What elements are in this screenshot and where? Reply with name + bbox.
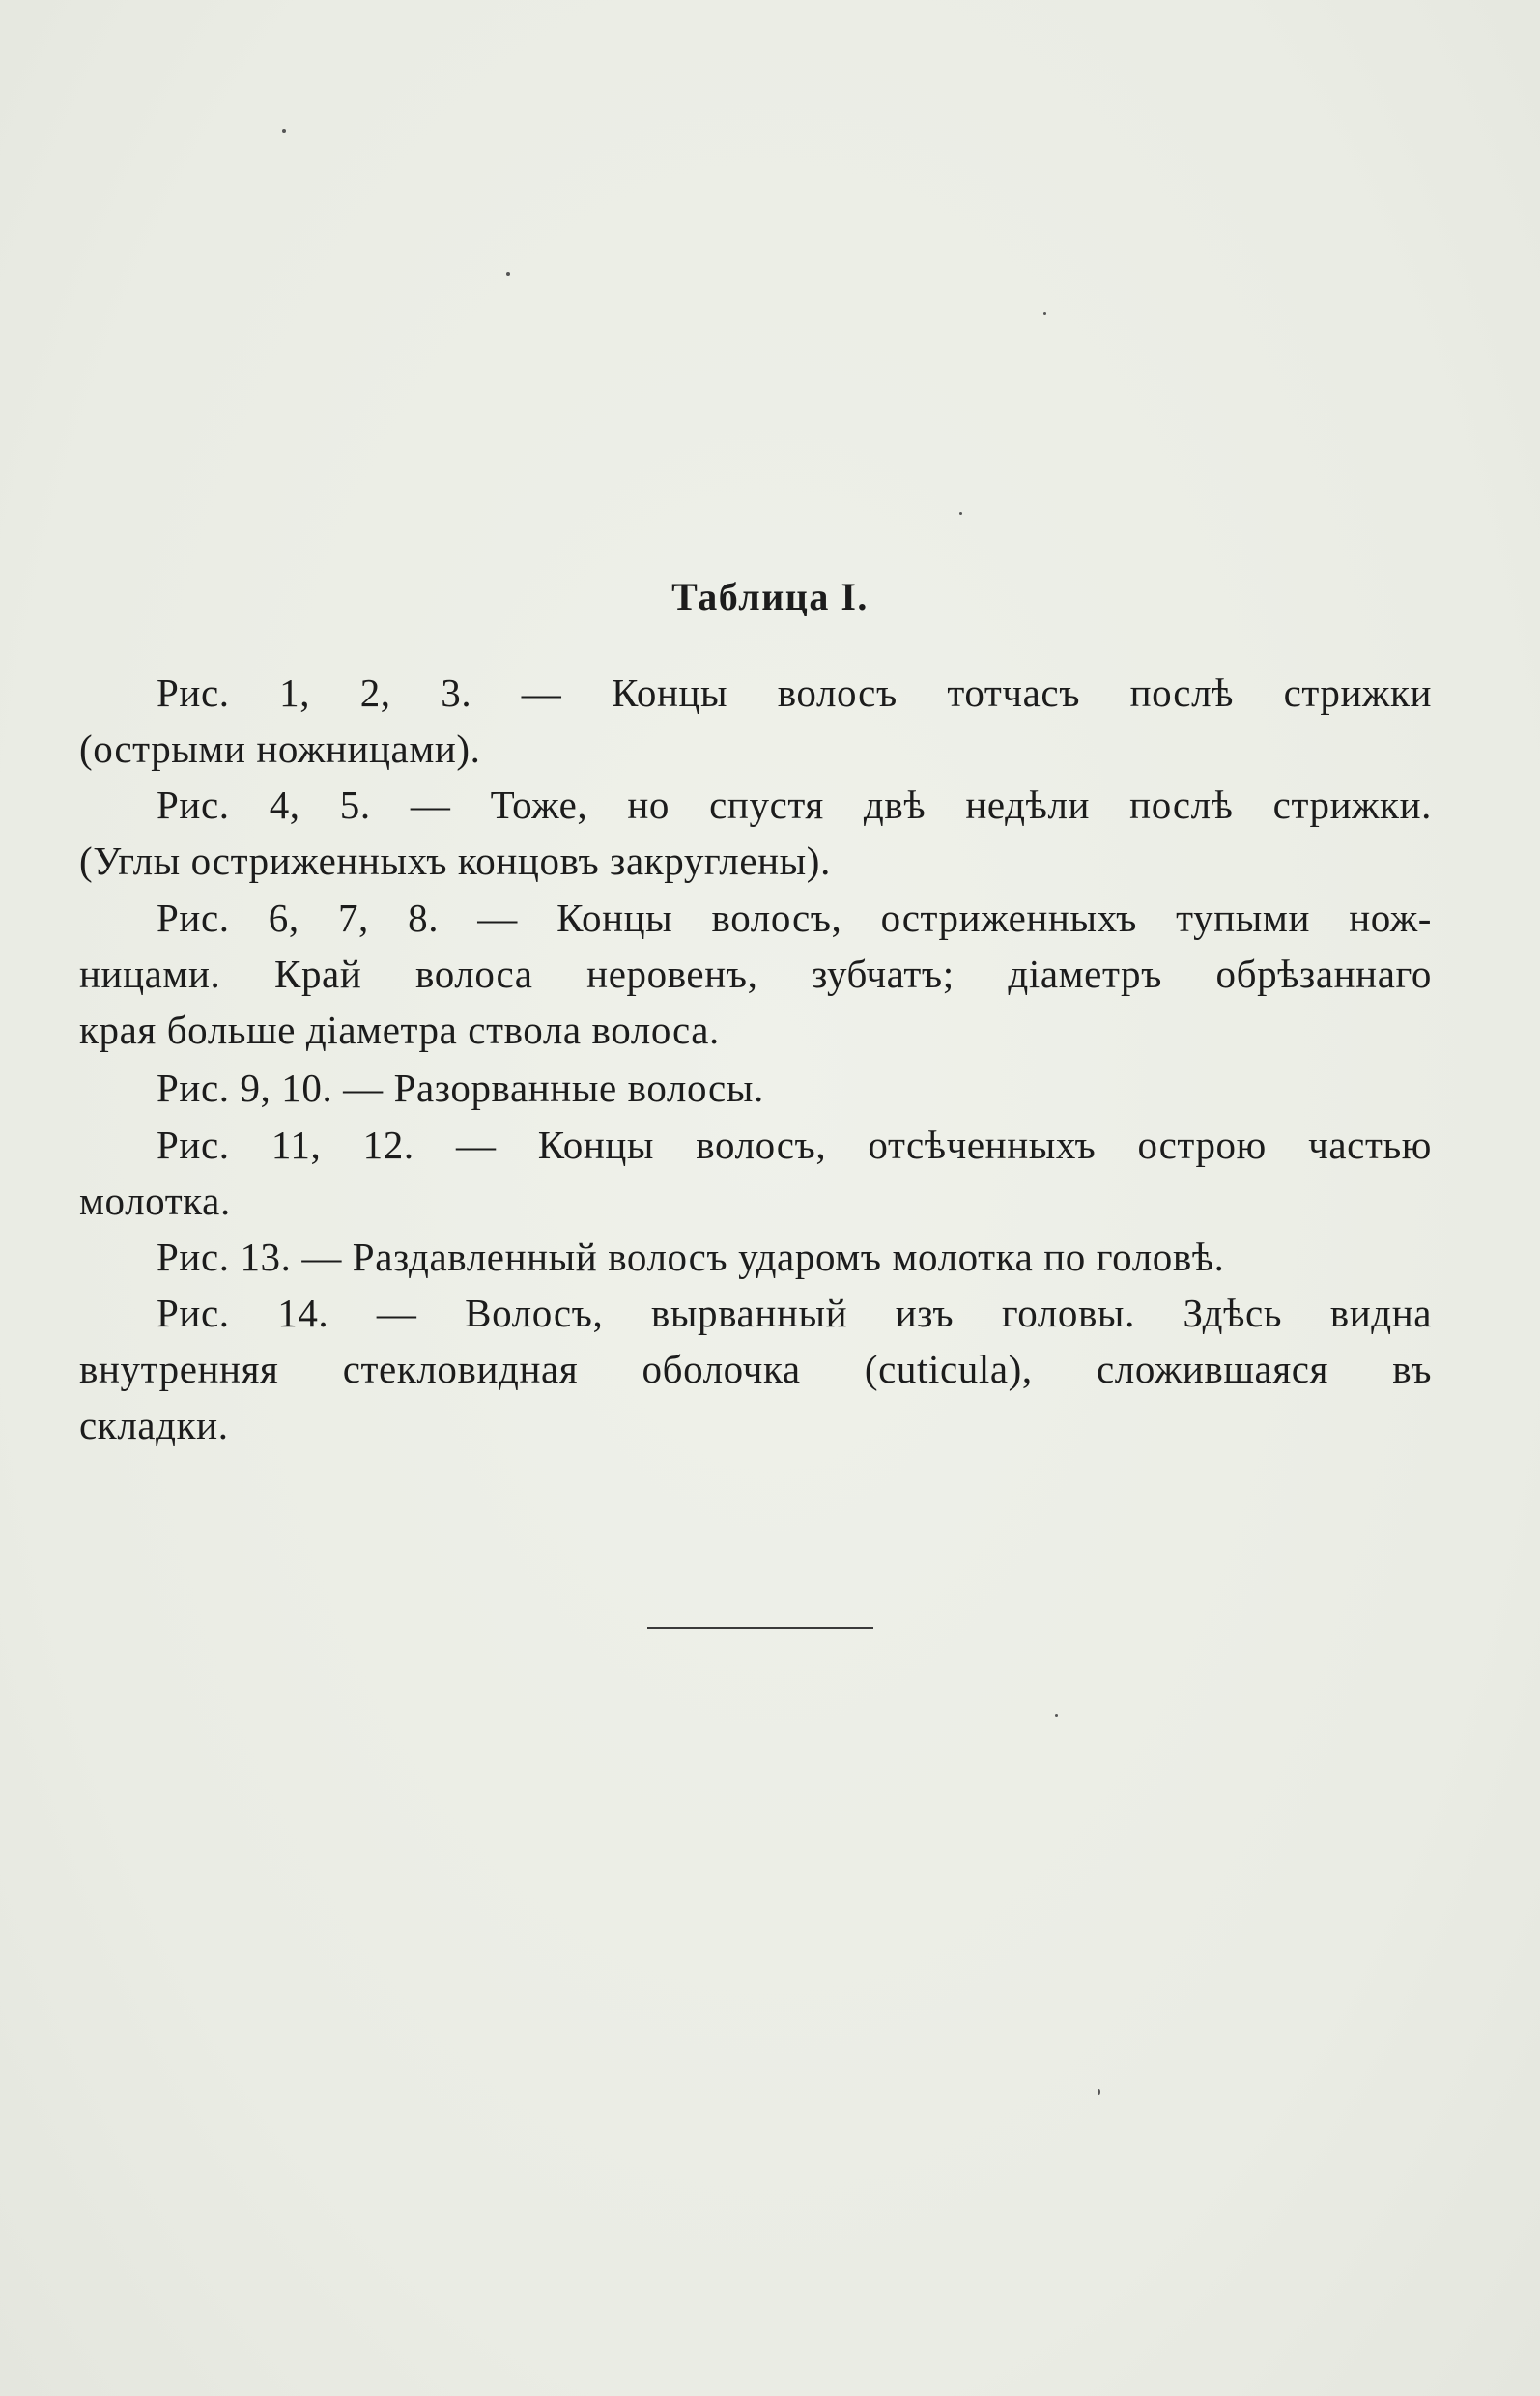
caption-line: Рис. 13. — Раздавленный волосъ ударомъ молотка по головѣ. bbox=[157, 1235, 1225, 1279]
paper-speck bbox=[282, 129, 286, 133]
caption-line: ницами. Край волоса неровенъ, зубчатъ; діаметръ обрѣзаннаго bbox=[79, 952, 1433, 996]
figure-caption bbox=[79, 665, 1432, 777]
caption-line: Рис. 11, 12. — Концы волосъ, отсѣченныхъ острою частью bbox=[157, 1123, 1433, 1167]
caption-line: Рис. 4, 5. — Тоже, но спустя двѣ недѣли послѣ стрижки. bbox=[157, 783, 1432, 827]
caption-line: Рис. 1, 2, 3. — Концы волосъ тотчасъ послѣ стрижки bbox=[157, 670, 1433, 715]
figure-caption bbox=[79, 1285, 1432, 1453]
caption-line: Рис. 14. — Волосъ, вырванный изъ головы. Здѣсь видна bbox=[157, 1291, 1433, 1335]
figure-caption bbox=[79, 890, 1432, 1058]
page-title: Таблица I. bbox=[671, 575, 869, 618]
figure-caption bbox=[79, 1229, 1432, 1285]
caption-line: (острыми ножницами). bbox=[79, 727, 481, 771]
figure-caption bbox=[79, 777, 1432, 889]
paper-speck bbox=[1098, 2089, 1100, 2095]
caption-line: (Углы остриженныхъ концовъ закруглены). bbox=[79, 839, 831, 883]
section-divider bbox=[647, 1627, 873, 1629]
caption-line: края больше діаметра ствола волоса. bbox=[79, 1008, 720, 1052]
figure-caption bbox=[79, 1117, 1432, 1229]
paper-speck bbox=[1043, 312, 1046, 315]
figure-caption bbox=[79, 1060, 1432, 1116]
paper-speck bbox=[1055, 1714, 1058, 1717]
caption-line: молотка. bbox=[79, 1179, 231, 1223]
caption-line: Рис. 6, 7, 8. — Концы волосъ, остриженныхъ тупыми нож- bbox=[157, 896, 1433, 940]
caption-line: Рис. 9, 10. — Разорванные волосы. bbox=[157, 1066, 764, 1110]
caption-line: складки. bbox=[79, 1403, 229, 1447]
paper-speck bbox=[506, 272, 510, 276]
caption-line: внутренняя стекловидная оболочка (cuticula), сложившаяся въ bbox=[79, 1347, 1433, 1391]
paper-speck bbox=[959, 512, 962, 515]
